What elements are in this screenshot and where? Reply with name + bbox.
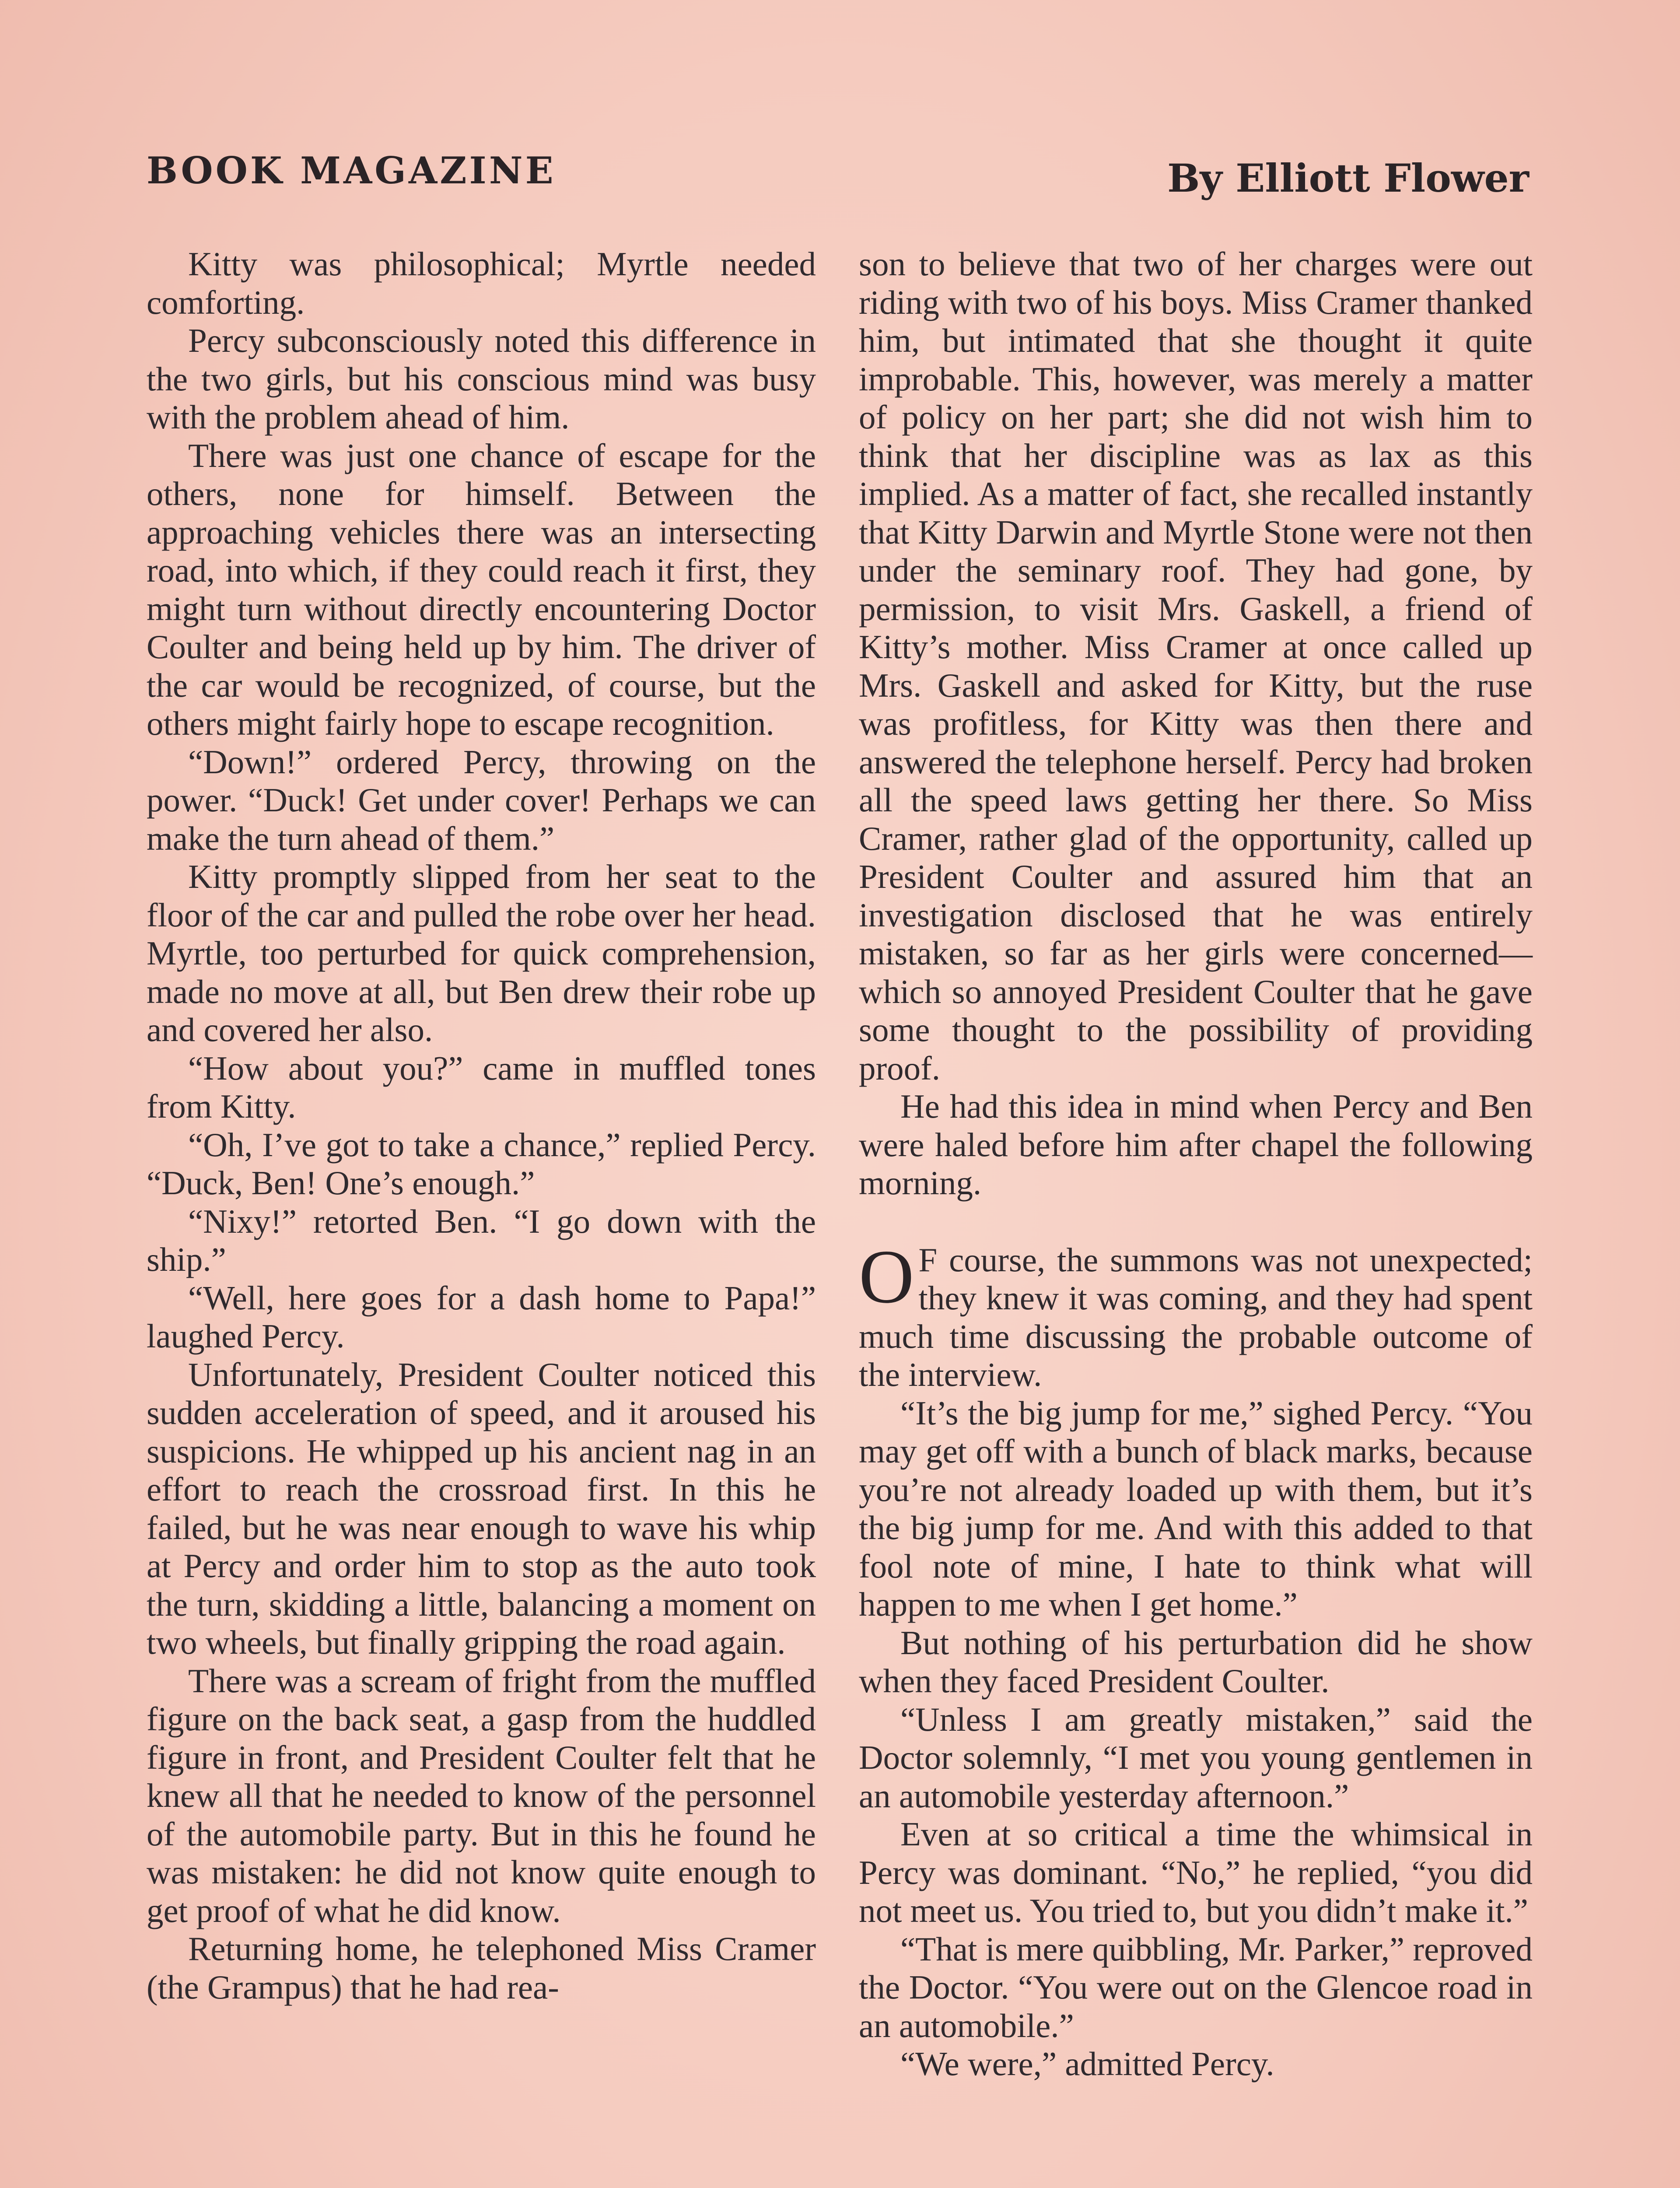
paragraph: “It’s the big jump for me,” sighed Percy. “You may get off with a bunch of black marks, because you’re not already loaded up with them, but it’s the big jump for me. And with this added to that fool note of mine, I hate to think what will happen to me when I get home.” — [859, 1394, 1533, 1623]
paragraph: son to believe that two of her charges were out riding with two of his boys. Miss Cramer thanked him, but intimated that she thought it quite improbable. This, however, was merely a matter of policy on her part; she did not wish him to think that her discipline was as lax as this implied. As a matter of fact, she recalled instantly that Kitty Darwin and Myrtle Stone were not then under the seminary roof. They had gone, by permission, to visit Mrs. Gaskell, a friend of Kitty’s mother. Miss Cramer at once called up Mrs. Gaskell and asked for Kitty, but the ruse was profitless, for Kitty was then there and answered the telephone herself. Percy had broken all the speed laws getting her there. So Miss Cramer, rather glad of the opportunity, called up President Coulter and assured him that an investigation disclosed that he was entirely mistaken, so far as her girls were concerned—which so annoyed President Coulter that he gave some thought to the possibility of providing proof. — [859, 245, 1533, 1087]
author-byline: By Elliott Flower — [1167, 155, 1529, 201]
paragraph: Kitty was philosophical; Myrtle needed comforting. — [147, 245, 816, 321]
paragraph: “Nixy!” retorted Ben. “I go down with the ship.” — [147, 1202, 816, 1278]
paragraph: There was a scream of fright from the muffled figure on the back seat, a gasp from the huddled figure in front, and President Coulter felt that he knew all that he needed to know of the personnel of the automobile party. But in this he found he was mistaken: he did not know quite enough to get proof of what he did know. — [147, 1662, 816, 1929]
paragraph: Unfortunately, President Coulter noticed this sudden acceleration of speed, and it aroused his suspicions. He whipped up his ancient nag in an effort to reach the crossroad first. In this he failed, but he was near enough to wave his whip at Percy and order him to stop as the auto took the turn, skidding a little, balancing a moment on two wheels, but finally gripping the road again. — [147, 1355, 816, 1661]
paragraph: There was just one chance of escape for the others, none for himself. Between the approaching vehicles there was an intersecting road, into which, if they could reach it first, they might turn without directly encountering Doctor Coulter and being held up by him. The driver of the car would be recognized, of course, but the others might fairly hope to escape recognition. — [147, 436, 816, 742]
paragraph: Kitty promptly slipped from her seat to the floor of the car and pulled the robe over her head. Myrtle, too perturbed for quick comprehension, made no move at all, but Ben drew their robe up and covered her also. — [147, 858, 816, 1048]
paragraph: “Oh, I’ve got to take a chance,” replied Percy. “Duck, Ben! One’s enough.” — [147, 1126, 816, 1202]
paragraph: “Well, here goes for a dash home to Papa!” laughed Percy. — [147, 1279, 816, 1355]
paragraph: He had this idea in mind when Percy and Ben were haled before him after chapel the following morning. — [859, 1087, 1533, 1202]
paragraph: “How about you?” came in muffled tones from Kitty. — [147, 1049, 816, 1125]
left-column — [147, 245, 816, 2006]
paragraph: “That is mere quibbling, Mr. Parker,” reproved the Doctor. “You were out on the Glencoe road in an automobile.” — [859, 1930, 1533, 2044]
paragraph: Even at so critical a time the whimsical in Percy was dominant. “No,” he replied, “you did not meet us. You tried to, but you didn’t make it.” — [859, 1815, 1533, 1929]
drop-cap: O — [859, 1234, 914, 1319]
paragraph: “Down!” ordered Percy, throwing on the power. “Duck! Get under cover! Perhaps we can make the turn ahead of them.” — [147, 743, 816, 857]
magazine-title: BOOK MAGAZINE — [147, 149, 556, 192]
paragraph: But nothing of his perturbation did he show when they faced President Coulter. — [859, 1623, 1533, 1700]
section-opening-paragraph — [859, 1234, 1533, 1394]
paragraph: “Unless I am greatly mistaken,” said the Doctor solemnly, “I met you young gentlemen in an automobile yesterday afternoon.” — [859, 1700, 1533, 1815]
paragraph: Percy subconsciously noted this difference in the two girls, but his conscious mind was busy with the problem ahead of him. — [147, 322, 816, 436]
right-column — [859, 245, 1533, 2083]
section-opening-text: F course, the summons was not unexpected; they knew it was coming, and they had spent much time discussing the probable outcome of the interview. — [859, 1241, 1533, 1393]
paragraph: “We were,” admitted Percy. — [900, 2045, 1274, 2083]
paragraph: Returning home, he telephoned Miss Cramer (the Grampus) that he had rea- — [147, 1930, 816, 2006]
